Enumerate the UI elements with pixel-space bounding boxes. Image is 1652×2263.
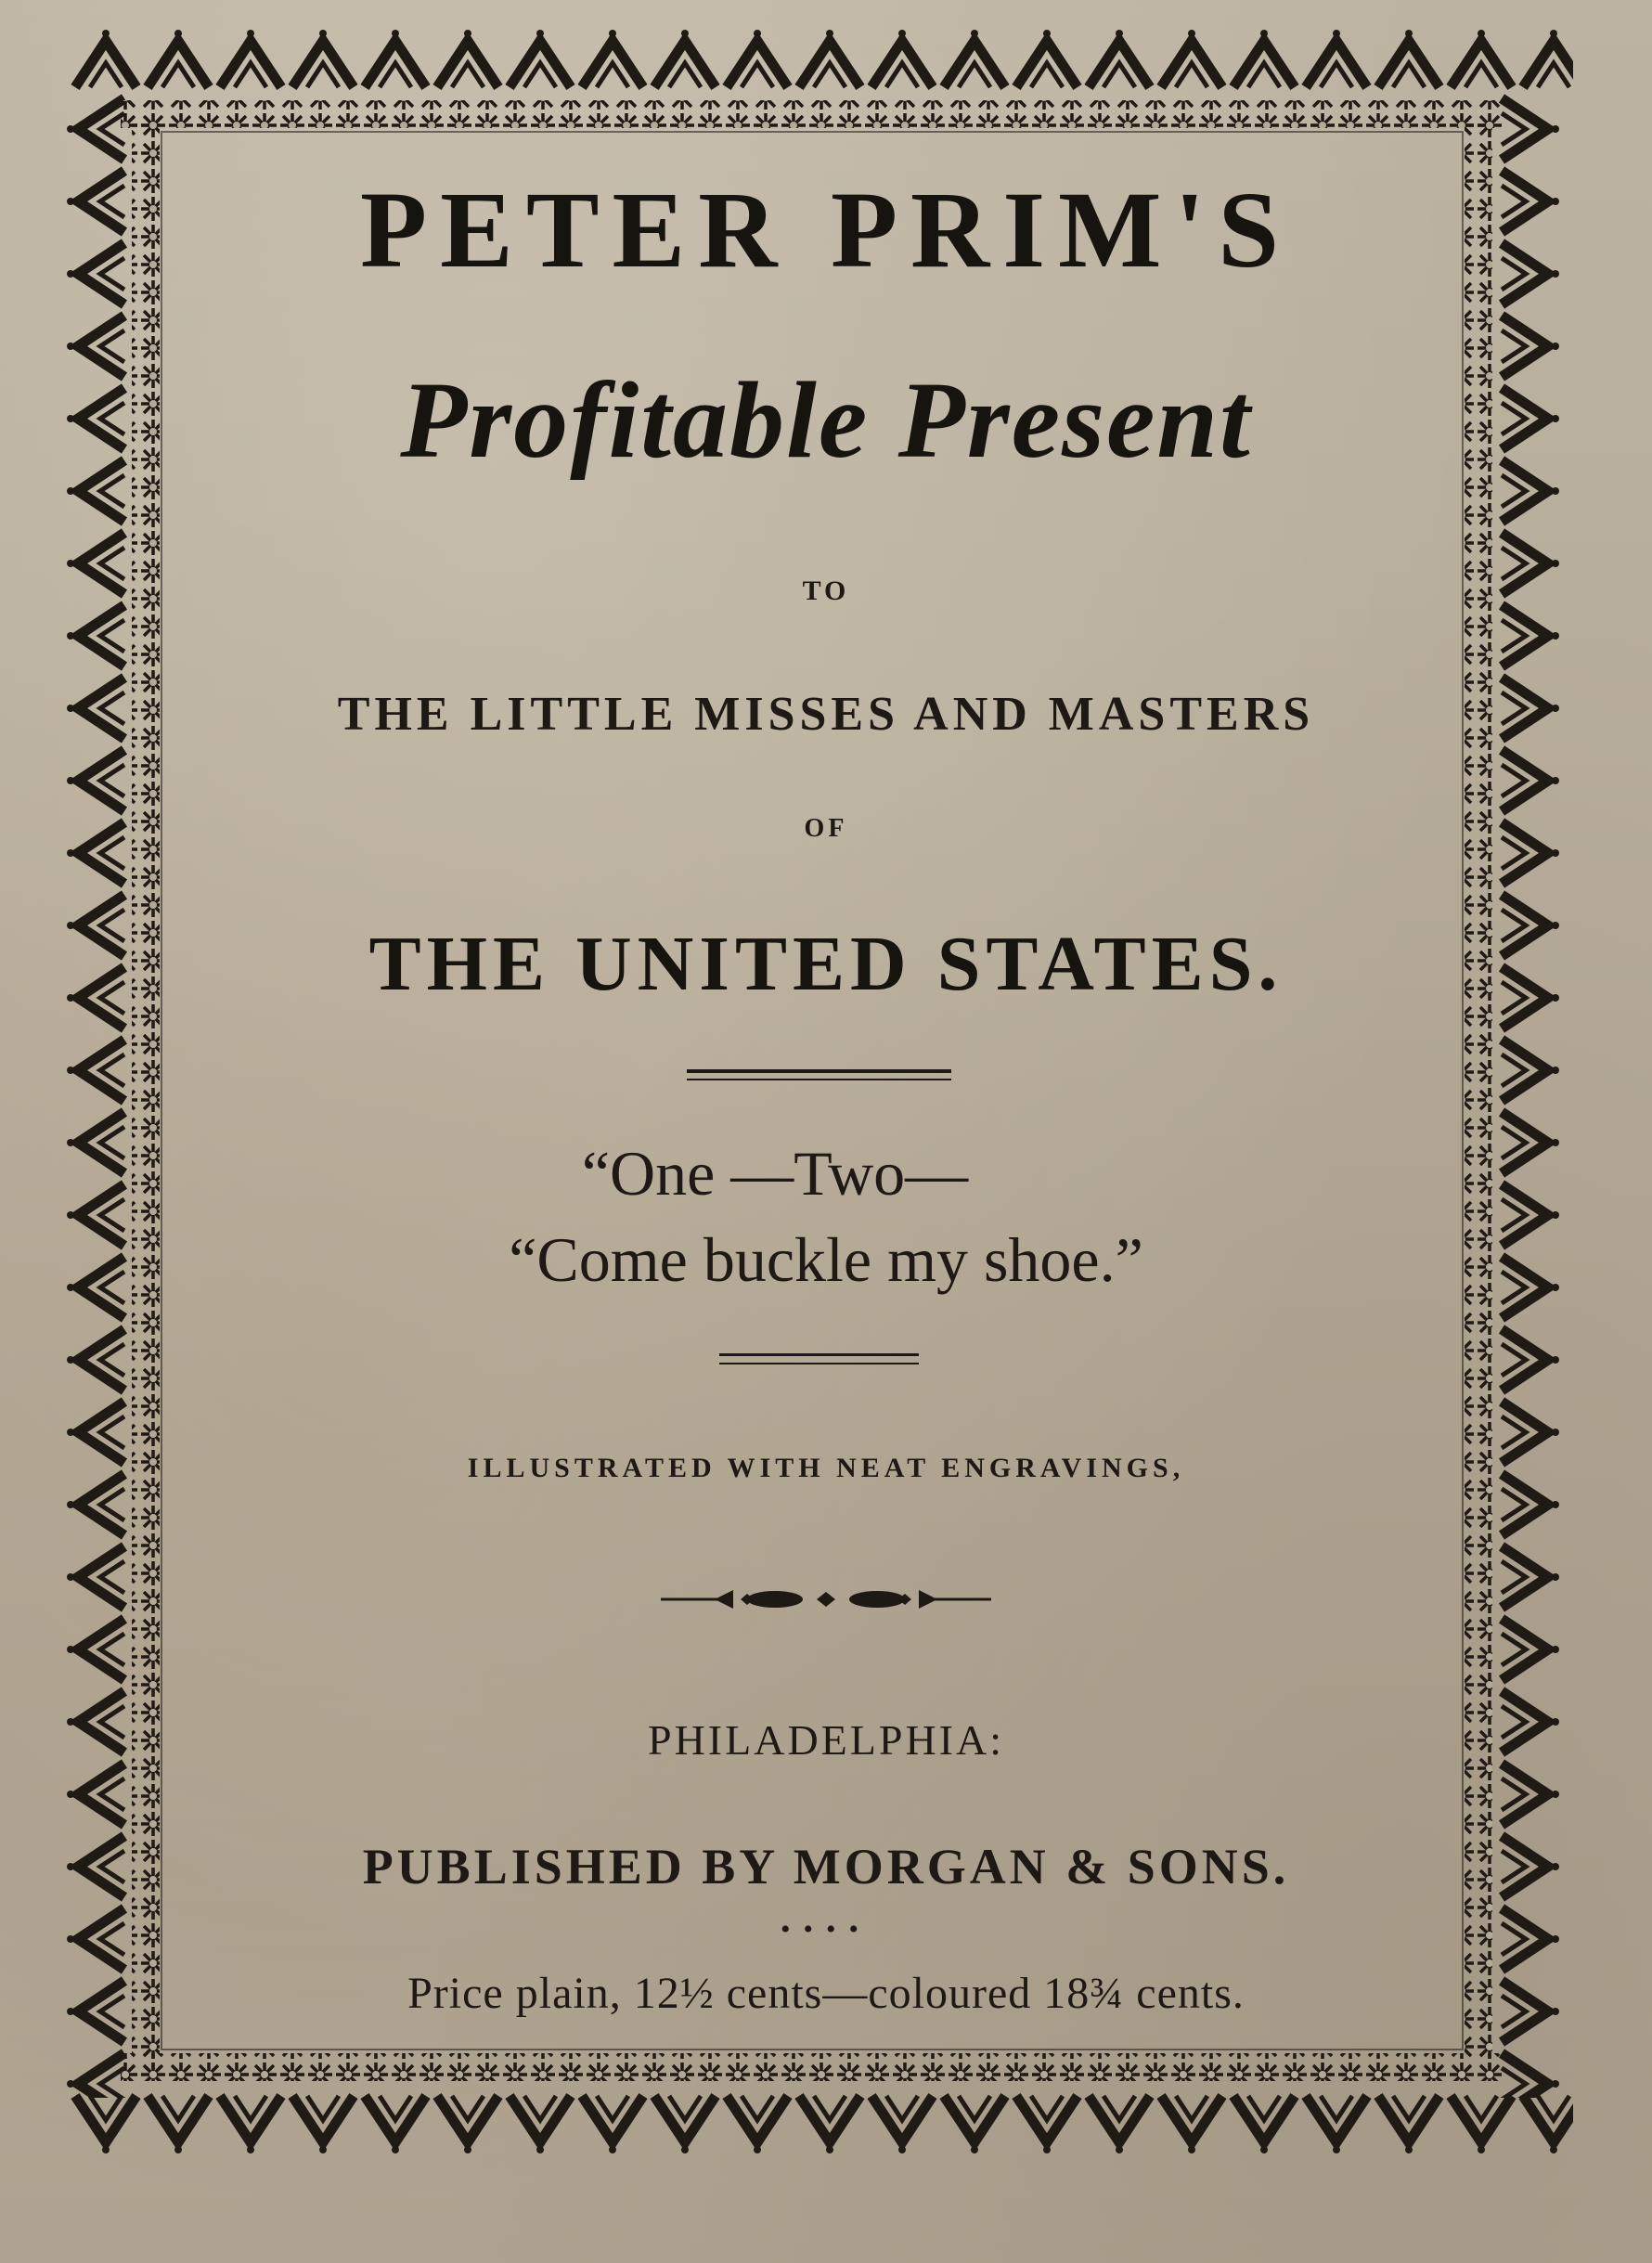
dedication-audience: THE LITTLE MISSES AND MASTERS (337, 688, 1315, 741)
double-rule-top (687, 1069, 951, 1073)
publication-city: PHILADELPHIA: (648, 1716, 1004, 1764)
flourish-ornament-icon (659, 1583, 993, 1616)
separator-dots: •••• (780, 1914, 871, 1945)
double-rule-top-2 (687, 1079, 951, 1080)
title-line-2: Profitable Present (400, 359, 1252, 481)
price-line: Price plain, 12½ cents—coloured 18¾ cents. (407, 1969, 1245, 2018)
verse-line-1 (167, 1137, 1485, 1210)
title-line-1: PETER PRIM'S (360, 169, 1292, 291)
verse-line-1-text: “One —Two— (581, 1138, 969, 1209)
double-rule-bottom (719, 1353, 919, 1356)
publisher-line: PUBLISHED BY MORGAN & SONS. (362, 1839, 1290, 1894)
double-rule-bottom-2 (719, 1363, 919, 1364)
dedication-to: TO (802, 575, 850, 606)
dedication-nation: THE UNITED STATES. (368, 921, 1284, 1007)
cover-text-area (167, 0, 1485, 2263)
verse-line-2: “Come buckle my shoe.” (509, 1224, 1143, 1295)
illustration-note: ILLUSTRATED WITH NEAT ENGRAVINGS, (467, 1453, 1185, 1483)
dedication-of: OF (804, 814, 848, 843)
